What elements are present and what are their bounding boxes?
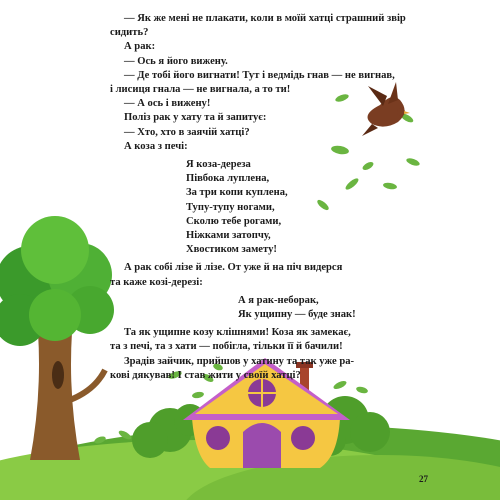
- story-line: А рак:: [124, 41, 156, 53]
- poem-line: Сколю тебе рогами,: [186, 215, 282, 227]
- story-line: кові дякував! І став жити у своїй хатці?: [110, 369, 301, 381]
- story-text: [110, 12, 428, 383]
- poem-line: Ніжками затопчу,: [186, 230, 271, 242]
- story-line: та з печі, та з хати — побігла, тільки її й бачили!: [110, 341, 343, 353]
- story-line: — Де тобі його вигнати! Тут і ведмідь гнав — не вигнав,: [124, 69, 395, 81]
- story-line: Та як ущипне козу клішнями! Коза як замекає,: [124, 327, 351, 339]
- story-line: Зрадів зайчик, прийшов у хатину та так уже ра-: [124, 355, 355, 367]
- poem-line: Як ущипну — буде знак!: [238, 309, 356, 321]
- story-line: — Ось я його вижену.: [124, 55, 228, 67]
- poem-line: Півбока луплена,: [186, 173, 270, 185]
- story-line: сидить?: [110, 27, 149, 39]
- story-line: Поліз рак у хату та й запитує:: [124, 112, 267, 124]
- story-line: А коза з печі:: [124, 140, 188, 152]
- poem-line: За три копи куплена,: [186, 187, 288, 199]
- story-line: — Хто, хто в заячій хатці?: [124, 126, 250, 138]
- poem-line: Я коза-дереза: [186, 159, 251, 171]
- tree: [0, 216, 114, 460]
- story-line: та каже козі-дерезі:: [110, 276, 203, 288]
- story-line: — Як же мені не плакати, коли в моїй хатці страшний звір: [124, 13, 406, 24]
- poem-line: А я рак-неборак,: [238, 294, 319, 306]
- poem-line: Хвостиком замету!: [186, 244, 277, 256]
- story-line: і лисиця гнала — не вигнала, а то ти!: [110, 84, 291, 96]
- poem-line: Тупу-тупу ногами,: [186, 201, 275, 213]
- page-number: 27: [419, 474, 428, 484]
- story-line: — А ось і вижену!: [124, 98, 211, 110]
- story-line: А рак собі лізе й лізе. От уже й на піч видерся: [124, 262, 343, 274]
